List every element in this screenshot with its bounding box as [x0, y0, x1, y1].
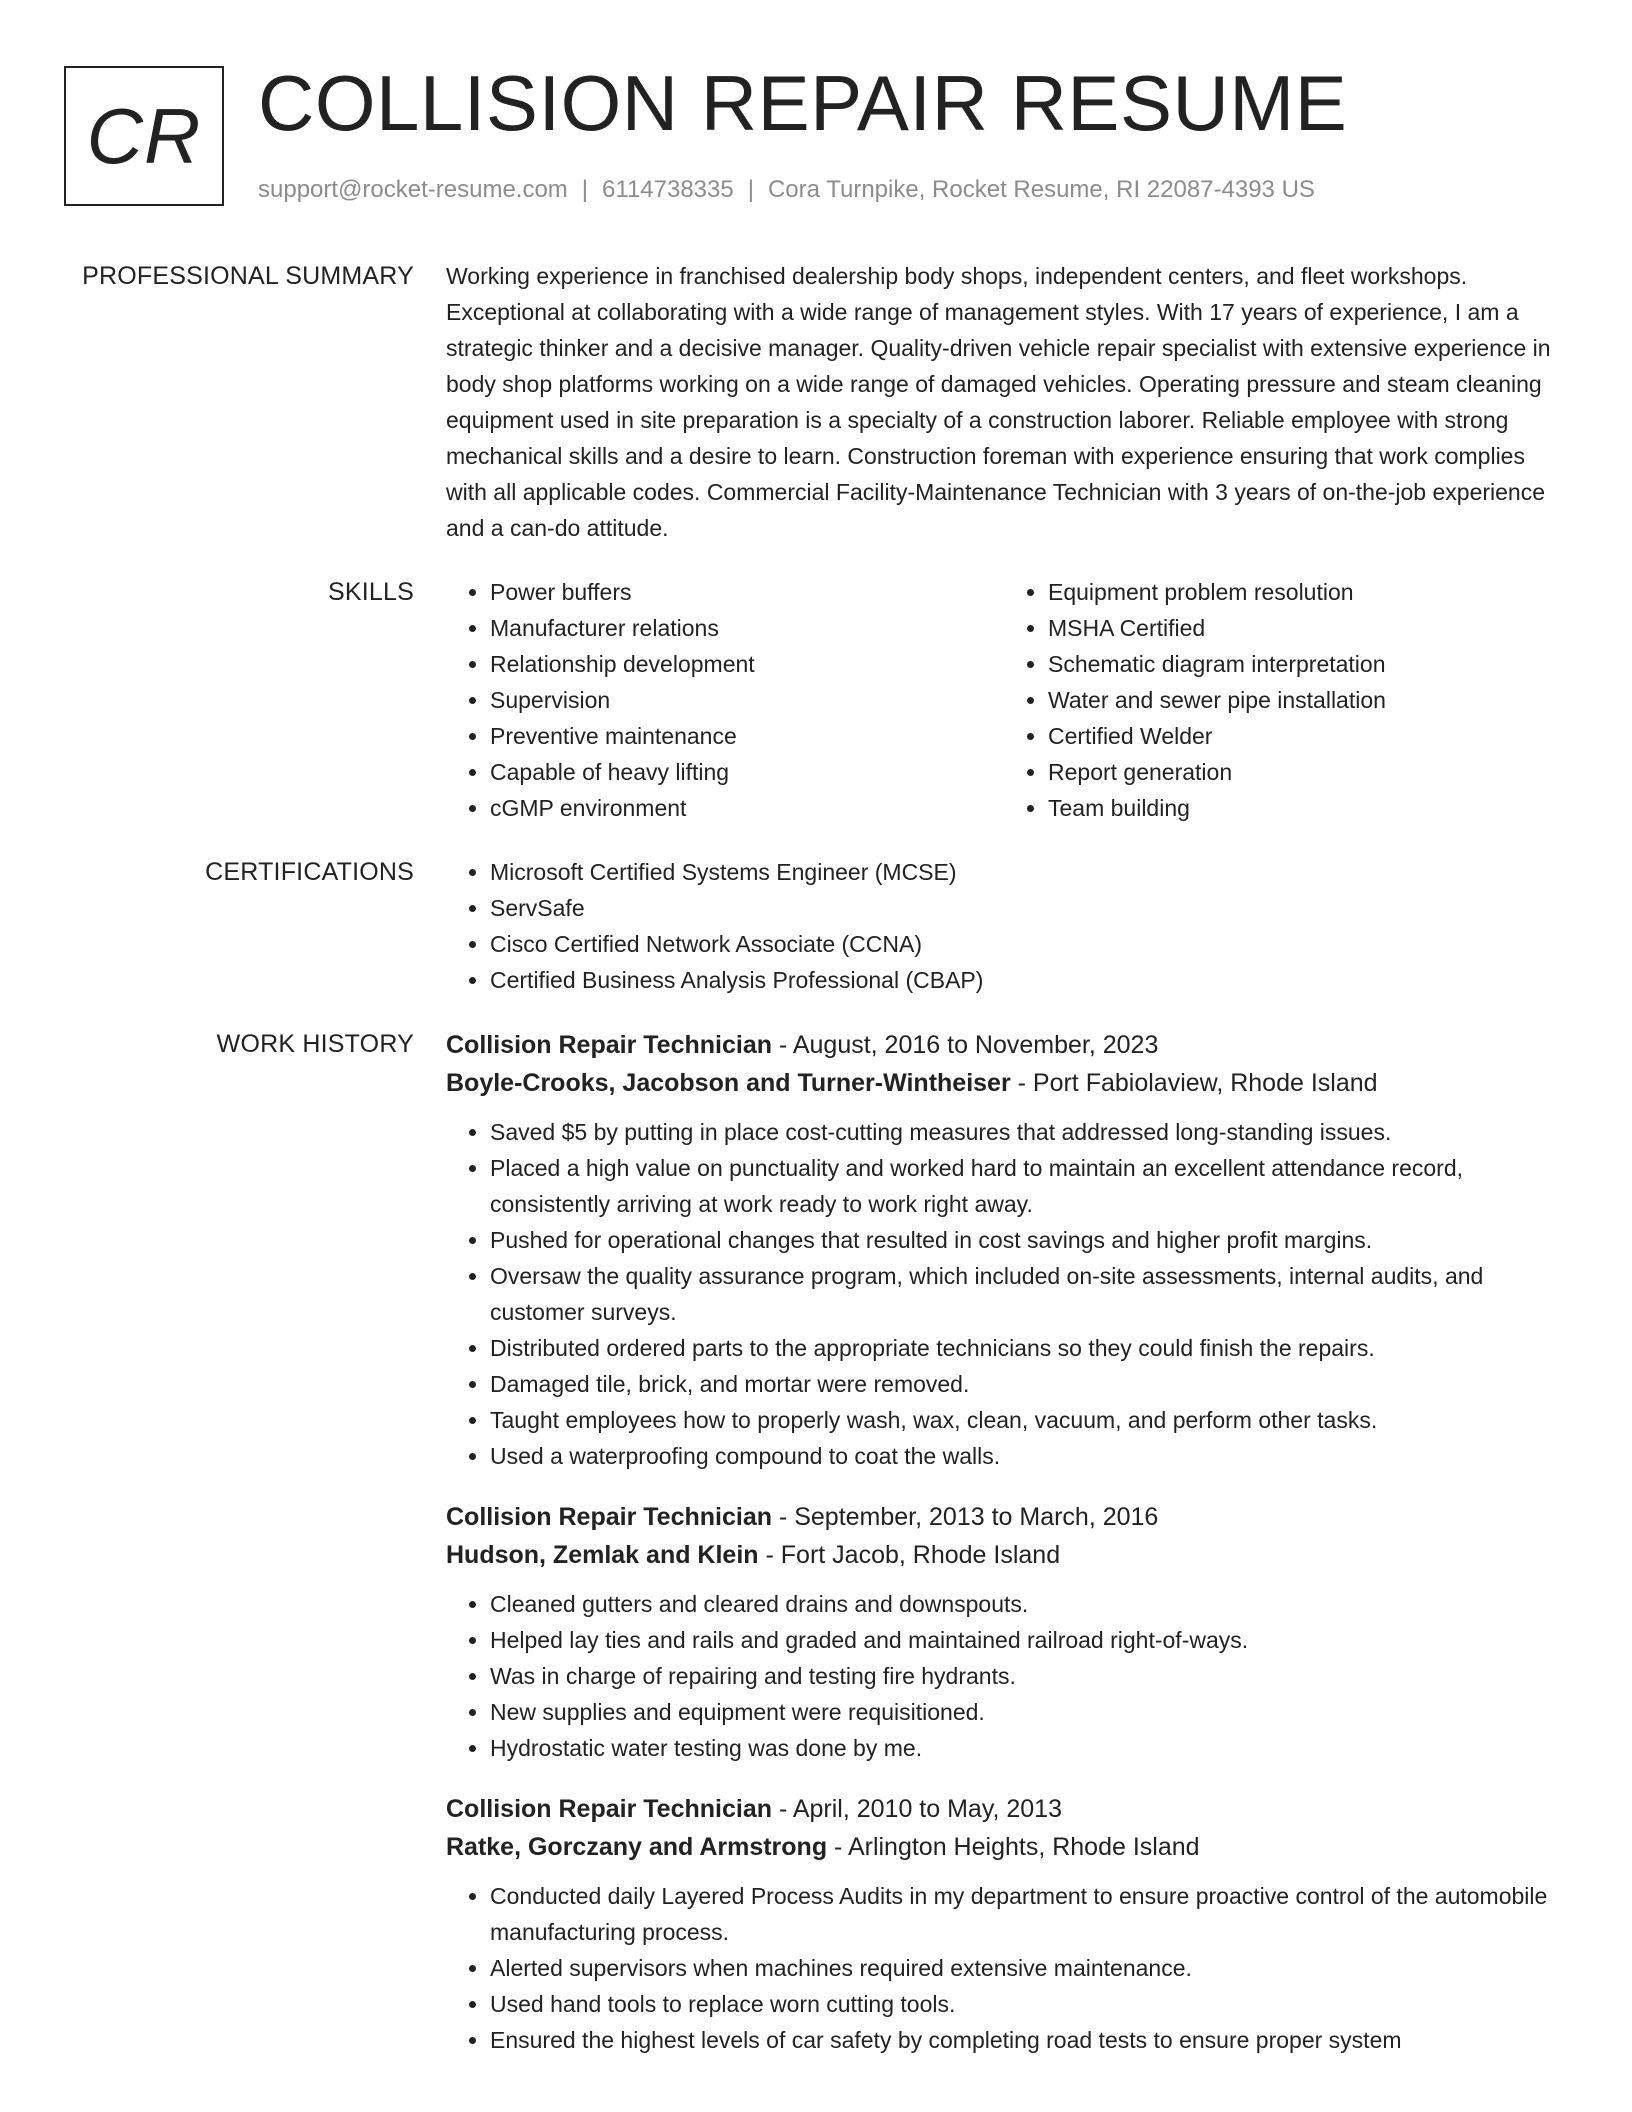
job-title-line	[446, 1790, 1562, 1828]
section-label-work-history: WORK HISTORY	[216, 1030, 414, 1058]
certifications-list	[446, 854, 1562, 998]
skills-list-right	[1004, 574, 1562, 826]
job-title: Collision Repair Technician	[446, 1503, 772, 1531]
summary-section	[0, 258, 1632, 546]
job-title: Collision Repair Technician	[446, 1795, 772, 1823]
certification-item: • Certified Business Analysis Professional (CBAP)	[490, 962, 1562, 998]
contact-phone: 6114738335	[602, 176, 734, 203]
job-duties-list	[446, 1586, 1562, 1766]
resume-body	[0, 258, 1632, 2086]
job-company-line	[446, 1064, 1562, 1102]
skills-section	[0, 574, 1632, 826]
job-company-line	[446, 1828, 1562, 1866]
resume-title: COLLISION REPAIR RESUME	[258, 59, 1348, 147]
job-location: - Arlington Heights, Rhode Island	[827, 1833, 1200, 1861]
job-duty-item: • Pushed for operational changes that resulted in cost savings and higher profit margins.	[490, 1222, 1562, 1258]
skill-item: • Power buffers	[490, 574, 1004, 610]
job-duty-item: • Conducted daily Layered Process Audits in my department to ensure proactive control of the automobile manufacturing process.	[490, 1878, 1562, 1950]
job-dates: - April, 2010 to May, 2013	[772, 1795, 1062, 1823]
job-duty-item: • Helped lay ties and rails and graded and maintained railroad right-of-ways.	[490, 1622, 1562, 1658]
skill-item: • Certified Welder	[1048, 718, 1562, 754]
skill-item: • Supervision	[490, 682, 1004, 718]
skills-list-left	[446, 574, 1004, 826]
job-duty-item: • Taught employees how to properly wash, wax, clean, vacuum, and perform other tasks.	[490, 1402, 1562, 1438]
skill-item: • Equipment problem resolution	[1048, 574, 1562, 610]
work-history-section	[0, 1026, 1632, 2058]
job-duties-list	[446, 1114, 1562, 1474]
skill-item: • MSHA Certified	[1048, 610, 1562, 646]
certification-item: • ServSafe	[490, 890, 1562, 926]
skill-item: • Team building	[1048, 790, 1562, 826]
job-duty-item: • Damaged tile, brick, and mortar were removed.	[490, 1366, 1562, 1402]
job-duties-list	[446, 1878, 1562, 2058]
job-company: Hudson, Zemlak and Klein	[446, 1541, 759, 1569]
job-duty-item: • Saved $5 by putting in place cost-cutting measures that addressed long-standing issues.	[490, 1114, 1562, 1150]
job-duty-item: • Distributed ordered parts to the appropriate technicians so they could finish the repairs.	[490, 1330, 1562, 1366]
job-entry	[446, 1026, 1562, 1474]
job-title: Collision Repair Technician	[446, 1031, 772, 1059]
section-label-skills: SKILLS	[328, 578, 414, 606]
contact-email: support@rocket-resume.com	[258, 176, 568, 203]
skill-item: • Relationship development	[490, 646, 1004, 682]
certifications-section	[0, 854, 1632, 998]
job-duty-item: • New supplies and equipment were requisitioned.	[490, 1694, 1562, 1730]
job-entry	[446, 1790, 1562, 2058]
job-duty-item: • Alerted supervisors when machines required extensive maintenance.	[490, 1950, 1562, 1986]
job-duty-item: • Used a waterproofing compound to coat the walls.	[490, 1438, 1562, 1474]
contact-address: Cora Turnpike, Rocket Resume, RI 22087-4393 US	[767, 176, 1315, 203]
contact-line	[258, 174, 1315, 206]
job-company-line	[446, 1536, 1562, 1574]
skill-item: • Capable of heavy lifting	[490, 754, 1004, 790]
certification-item: • Microsoft Certified Systems Engineer (MCSE)	[490, 854, 1562, 890]
contact-separator: |	[747, 176, 754, 203]
skill-item: • Schematic diagram interpretation	[1048, 646, 1562, 682]
job-duty-item: • Cleaned gutters and cleared drains and downspouts.	[490, 1586, 1562, 1622]
job-duty-item: • Used hand tools to replace worn cutting tools.	[490, 1986, 1562, 2022]
job-location: - Fort Jacob, Rhode Island	[758, 1541, 1061, 1569]
job-duty-item: • Hydrostatic water testing was done by me.	[490, 1730, 1562, 1766]
skill-item: • Preventive maintenance	[490, 718, 1004, 754]
job-duty-item: • Ensured the highest levels of car safety by completing road tests to ensure proper system	[490, 2022, 1562, 2058]
skill-item: • Report generation	[1048, 754, 1562, 790]
job-location: - Port Fabiolaview, Rhode Island	[1010, 1069, 1378, 1097]
contact-separator: |	[581, 176, 589, 203]
job-company: Boyle-Crooks, Jacobson and Turner-Wintheiser	[446, 1069, 1011, 1097]
monogram-badge	[64, 66, 224, 206]
job-duty-item: • Oversaw the quality assurance program, which included on-site assessments, internal audits, and customer surveys.	[490, 1258, 1562, 1330]
monogram-initials: CR	[86, 91, 202, 180]
skill-item: • Manufacturer relations	[490, 610, 1004, 646]
skill-item: • cGMP environment	[490, 790, 1004, 826]
job-company: Ratke, Gorczany and Armstrong	[446, 1833, 828, 1861]
job-dates: - August, 2016 to November, 2023	[772, 1031, 1159, 1059]
job-duty-item: • Placed a high value on punctuality and worked hard to maintain an excellent attendance record, consistently arriving at work ready to work right away.	[490, 1150, 1562, 1222]
job-dates: - September, 2013 to March, 2016	[772, 1503, 1159, 1531]
job-entry	[446, 1498, 1562, 1766]
section-label-summary: PROFESSIONAL SUMMARY	[82, 262, 414, 290]
summary-text: Working experience in franchised dealership body shops, independent centers, and fleet workshops. Exceptional at collaborating with a wide range of management styles. With 17 years of experience, I am a strategic thinker and a decisive manager. Quality-driven vehicle repair specialist with extensive experience in body shop platforms working on a wide range of damaged vehicles. Operating pressure and steam cleaning equipment used in site preparation is a specialty of a construction laborer. Reliable employee with strong mechanical skills and a desire to learn. Construction foreman with experience ensuring that work complies with all applicable codes. Commercial Facility-Maintenance Technician with 3 years of on-the-job experience and a can-do attitude.	[446, 263, 1551, 541]
job-duty-item: • Was in charge of repairing and testing fire hydrants.	[490, 1658, 1562, 1694]
skill-item: • Water and sewer pipe installation	[1048, 682, 1562, 718]
job-title-line	[446, 1026, 1562, 1064]
certification-item: • Cisco Certified Network Associate (CCNA)	[490, 926, 1562, 962]
section-label-certifications: CERTIFICATIONS	[205, 858, 414, 886]
job-title-line	[446, 1498, 1562, 1536]
